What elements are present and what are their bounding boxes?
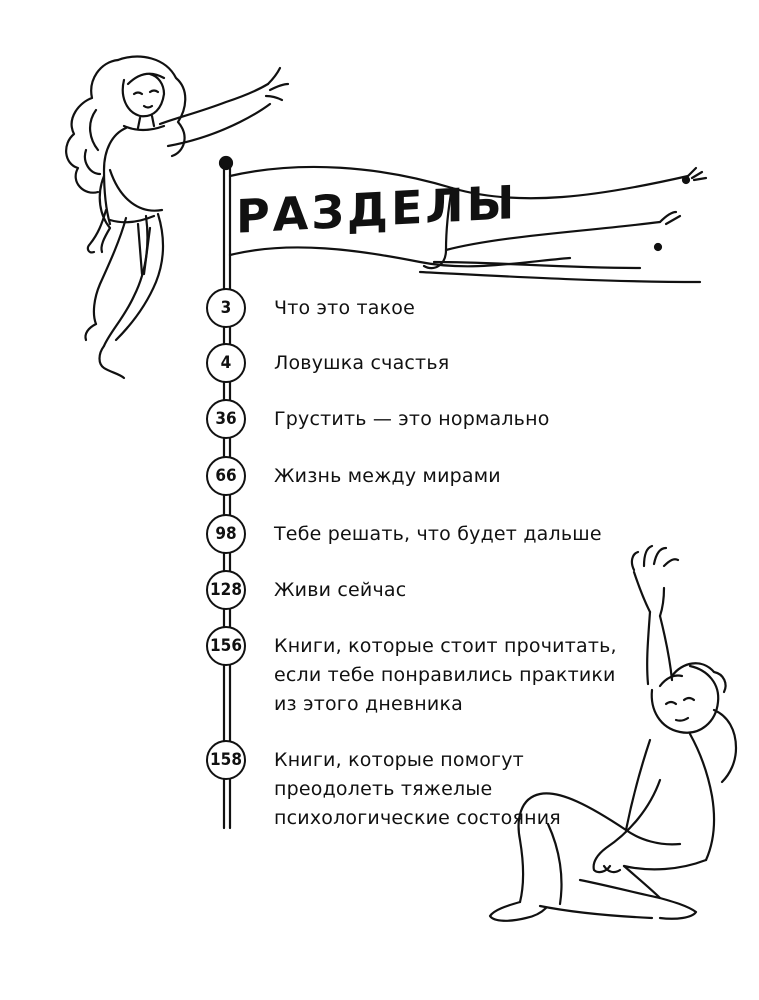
toc-entry-title: [274, 520, 634, 549]
toc-entry-line: Живи сейчас: [274, 579, 407, 601]
toc-entry-line: Книги, которые помогут: [274, 749, 524, 771]
page-number-badge: 98: [206, 514, 246, 554]
toc-entry-line: из этого дневника: [274, 693, 463, 715]
toc-entry-line: Ловушка счастья: [274, 352, 450, 374]
page-number-badge: 36: [206, 399, 246, 439]
toc-entry-title: [274, 405, 634, 434]
page-number-badge: 66: [206, 456, 246, 496]
toc-entry-line: Грустить — это нормально: [274, 408, 550, 430]
toc-entry-title: [274, 462, 634, 491]
page-number-badge: 3: [206, 288, 246, 328]
toc-entry-line: Тебе решать, что будет дальше: [274, 523, 602, 545]
toc-entry-line: психологические состояния: [274, 807, 561, 829]
page-number-badge: 4: [206, 343, 246, 383]
page-number-badge: 156: [206, 626, 246, 666]
toc-entry-line: Книги, которые стоит прочитать,: [274, 635, 617, 657]
toc-entry-line: Жизнь между мирами: [274, 465, 501, 487]
page-number-badge: 128: [206, 570, 246, 610]
toc-entry-title: [274, 576, 634, 605]
toc-entry-line: Что это такое: [274, 297, 416, 319]
toc-entry-line: если тебе понравились практики: [274, 664, 616, 686]
toc-entry-line: преодолеть тяжелые: [274, 778, 493, 800]
toc-entry-title: [274, 349, 634, 378]
section-heading: РАЗДЕЛЫ: [236, 175, 518, 244]
toc-entry-title: [274, 632, 634, 719]
toc-entry-title: [274, 294, 634, 323]
page-number-badge: 158: [206, 740, 246, 780]
toc-entry-title: [274, 746, 634, 833]
